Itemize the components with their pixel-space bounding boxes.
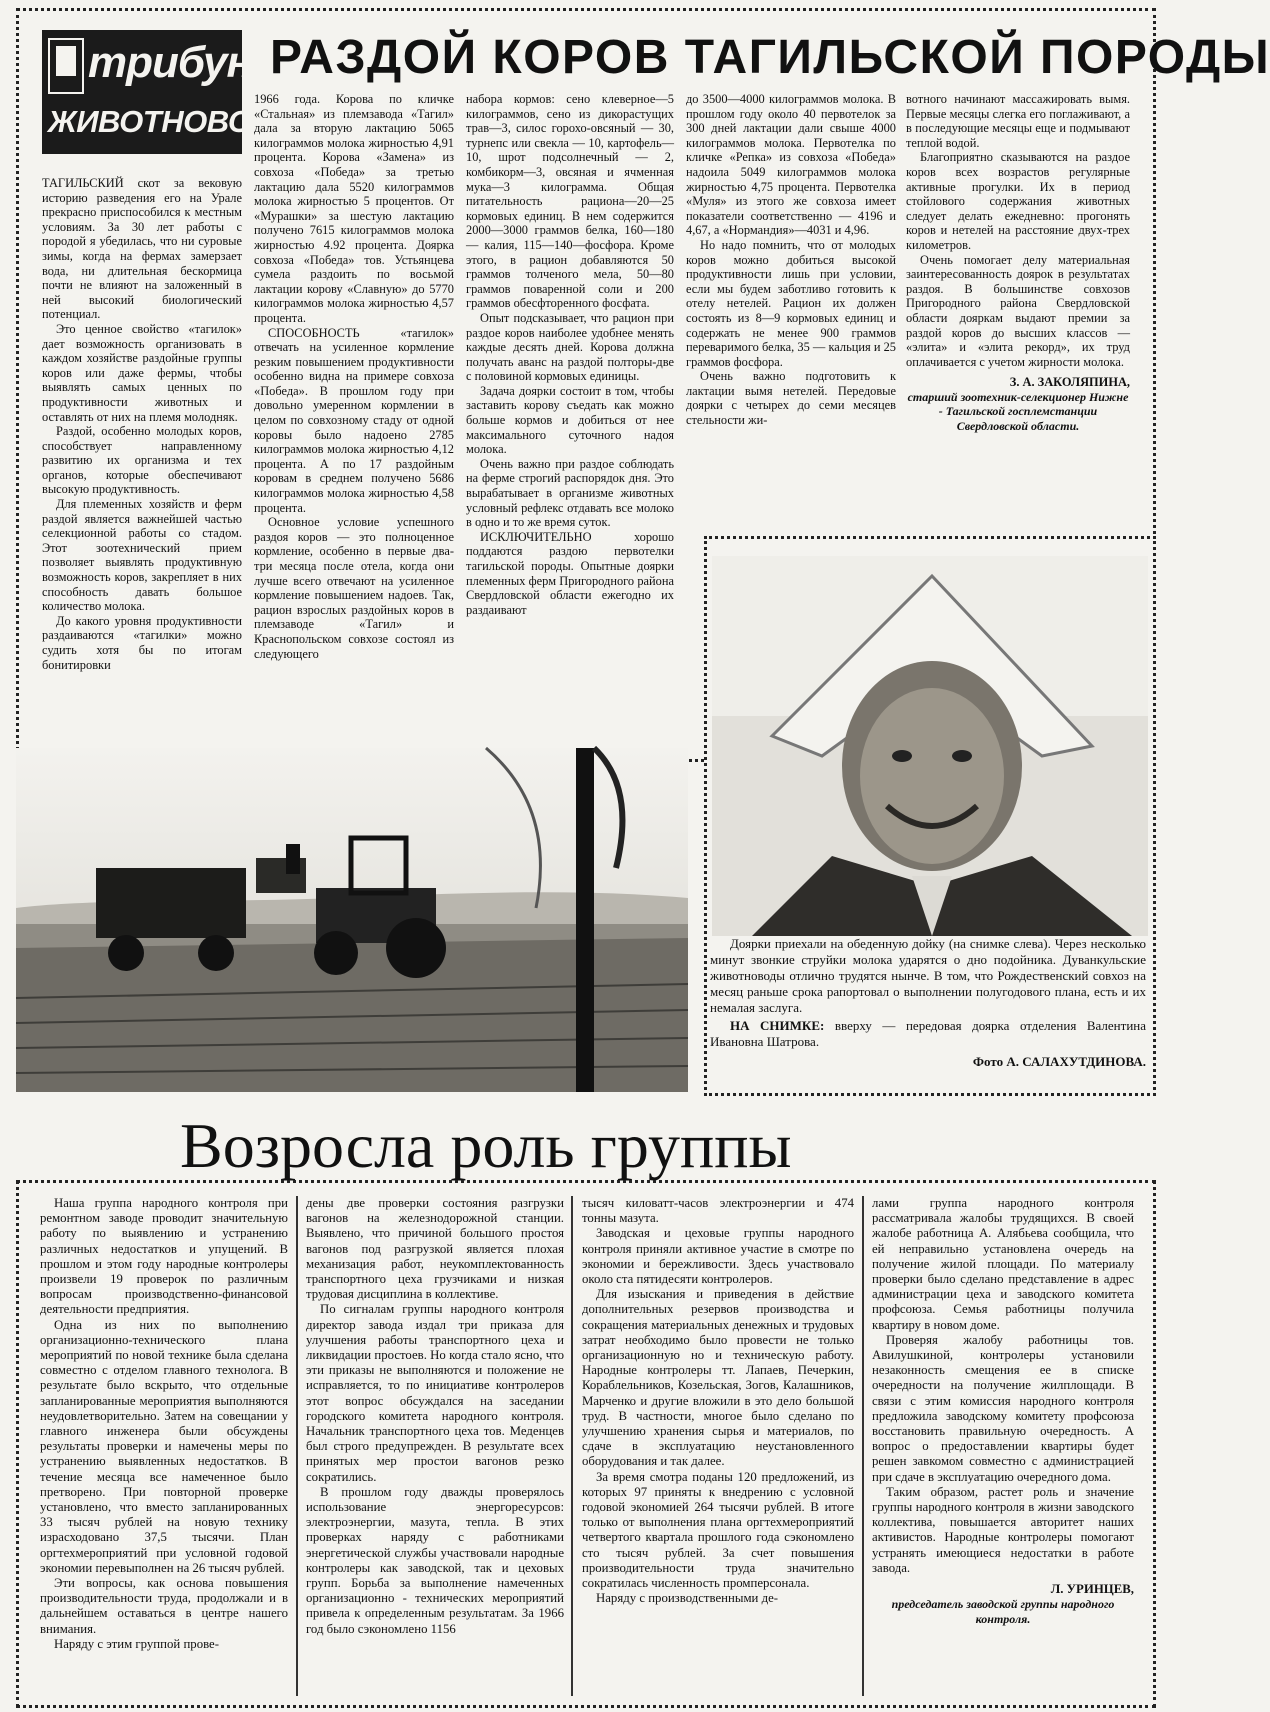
article-1-column-4 [686,92,896,532]
article-2-column-4 [872,1196,1134,1696]
paragraph: дены две проверки состояния разгрузки вагонов на железнодорожной станции. Выявлено, что причиной большого простоя вагонов под разгрузкой является плохая механизация работ, неукомплектованность транспортного цеха грузчиками и низкая трудовая дисциплина в коллективе. [306,1196,564,1302]
column-rule-3 [862,1196,864,1696]
farm-emblem-icon [48,38,84,94]
article-1-column-1 [42,176,242,742]
tribune-logo [42,30,295,154]
paragraph: тысяч киловатт-часов электроэнергии и 474 тонны мазута. [582,1196,854,1226]
column-rule-1 [296,1196,298,1696]
paragraph: ИСКЛЮЧИТЕЛЬНО хорошо поддаются раздою первотелки тагильской породы. Опытные доярки племенных ферм Пригородного района Свердловской области ежегодно их раздаивают [466,529,674,617]
paragraph: Опыт подсказывает, что рацион при раздое коров наиболее удобнее менять каждые десять дней. Корова должна получать аванс на раздой полторы-две с половиной кормовых единицы. [466,310,674,384]
article-1-title: РАЗДОЙ КОРОВ ТАГИЛЬСКОЙ ПОРОДЫ [270,31,1270,84]
paragraph: Очень помогает делу материальная заинтересованность доярок в результатах раздоя. В большинстве совхозов Пригородного района Свердловской области дояркам выдают премии за раздой коров до высших классов — «элита» и «элита рекорд», их труд оплачивается с учетом жирности молока. [906,252,1130,369]
article-1-column-2 [254,92,454,742]
caption-text: Доярки приехали на обеденную дойку (на снимке слева). Через несколько минут звонкие струйки молока ударятся о дно подойника. Дуванкульские животноводы отлично трудятся нынче. В том, что Рождественский совхоз на месяц раньше срока рапортовал о выполнении полугодового плана, есть и их немалая заслуга. [710,936,1146,1015]
paragraph: В прошлом году дважды проверялось использование энергоресурсов: электроэнергии, мазута, тепла. В этих проверках наряду с работниками энергетической службы участвовали народные контролеры как заводской, так и цеховых групп. Борьба за выполнение намеченных организационно - технических мероприятий привела к определенным результатам. За 1966 год было сэкономлено 1156 [306,1484,564,1636]
article-2-column-1 [40,1196,288,1696]
paragraph: Очень важно при раздое соблюдать на ферме строгий распорядок дня. Это вырабатывает в организме животных условный рефлекс отдавать все молоко в одно и то же время суток. [466,456,674,530]
paragraph: По сигналам группы народного контроля директор завода издал три приказа для улучшения работы транспортного цеха и ликвидации простоев. Но когда стало ясно, что эти приказы не выполняются и положение не исправляется, то по инициативе контролеров этот вопрос обсуждался на заседании городского комитета народного контроля. Начальник транспортного цеха тов. Меденцев был строго предупрежден. В результате всех принятых мер простои вагонов резко сократились. [306,1302,564,1484]
logo-line-2: ЖИВОТНОВОДА [48,104,295,139]
paragraph: Таким образом, растет роль и значение группы народного контроля в жизни заводского коллектива, повышается авторитет наших активистов. Народные контролеры помогают устранять имеющиеся недостатки в работе завода. [872,1484,1134,1575]
paragraph: Для изыскания и приведения в действие дополнительных резервов производства и сокращения материальных денежных и трудовых затрат необходимо было провести не только организационную но и техническую работу. Народные контролеры тт. Лапаев, Печеркин, Кораблельников, Козельская, Зогов, Калашников, Марченко и другие вложили в это дело большой труд. В частности, многое было сделано по улучшению хранения сырья и материалов, по сдаче в эксплуатацию неустановленного оборудования и так далее. [582,1287,854,1469]
portrait-image [712,556,1148,936]
paragraph: Это ценное свойство «тагилок» дает возможность организовать в каждом хозяйстве раздойные группы коров или даже фермы, чтобы выявлять самых ценных по продуктивности животных и оставлять от них на племя молодняк. [42,321,242,424]
paragraph: Заводская и цеховые группы народного контроля приняли активное участие в смотре по экономии и бережливости. Здесь участвовало около ста пятидесяти контролеров. [582,1226,854,1287]
paragraph: Благоприятно сказываются на раздое коров всех возрастов регулярные активные прогулки. Их в период стойлового содержания животных следует делать ежедневно: прогонять коров и нетелей на расстояние двух-трех километров. [906,150,1130,252]
photo-credit: Фото А. САЛАХУТДИНОВА. [972,1054,1146,1069]
photo-caption [710,936,1146,1070]
author-title: председатель заводской группы народного контроля. [891,1597,1115,1627]
paragraph: Для племенных хозяйств и ферм раздой является важнейшей частью селекционной работы со стадом. Этот зоотехнический прием позволяет выявлять продуктивную возможность коров, закрепляет в них способность давать большое количество молока. [42,497,242,614]
paragraph: ТАГИЛЬСКИЙ скот за вековую историю разведения его на Урале прекрасно приспособился к местным условиям. За 30 лет работы с породой я убедилась, что ни суровые зимы, когда на фермах замерзает вода, ни длительная бескормица почти не влияют на заложенный в ней высокий биологический потенциал. [42,176,242,322]
paragraph: Задача доярки состоит в том, чтобы заставить корову съедать как можно больше кормов и добиться от нее максимального суточного надоя молока. [466,383,674,457]
paragraph: Одна из них по выполнению организационно-технического плана мероприятий по новой технике была сделана совместно с отделом главного технолога. В результате было вскрыто, что отдельные запланированные мероприятия выполняются неудовлетворительно. Затем на совещании у главного инженера были обсуждены результаты проверки и намечены меры по устранению выявленных недостатков. В течение месяца все намеченное было претворено. При повторной проверке установлено, что вместо запланированных 33 тысяч рублей на новую технику израсходовано 37,5 тысячи. План оргтехмероприятий при условной годовой экономии перевыполнен на 26 тысяч рублей. [40,1317,288,1575]
article-1-column-3 [466,92,674,742]
caption-on-photo-label: НА СНИМКЕ: [730,1018,825,1033]
paragraph: Но надо помнить, что от молодых коров можно добиться высокой продуктивности лишь при условии, если мы будем заботливо готовить к отелу нетелей. Рацион их должен состоять из 8—9 кормовых единиц и содержать не менее 900 граммов переваримого белка, 35 — кальция и 25 граммов фосфора. [686,237,896,369]
tractor-field-photo [16,748,688,1092]
paragraph: лами группа народного контроля рассматривала жалобы трудящихся. В своей жалобе работница А. Алябьева сообщила, что ей неправильно установлена очередь на получение жилой площади. По материалу проверки было сделано представление в адрес администрации цеха и заводского комитета профсоюза. Семья работницы получила квартиру в новом доме. [872,1196,1134,1332]
logo-line-1: трибуна [88,38,276,87]
article-2-column-2 [306,1196,564,1696]
paragraph: вотного начинают массажировать вымя. Первые месяцы слегка его поглаживают, а в последующие месяцы еще и подмывают теплой водой. [906,92,1130,150]
paragraph: Наряду с этим группой прове- [54,1636,219,1651]
author-signature: Л. УРИНЦЕВ, [1050,1582,1134,1597]
paragraph: Наша группа народного контроля при ремонтном заводе проводит значительную работу по выявлению и устранению различных недостатков и упущений. В прошлом и этом году народные контролеры произвели 19 проверок по различным вопросам производственно-финансовой деятельности предприятия. [40,1196,288,1317]
paragraph: СПОСОБНОСТЬ «тагилок» отвечать на усиленное кормление резким повышением продуктивности особенно видна на примере совхоза «Победа». В прошлом году при довольно умеренном кормлении в целом по совхозному стаду от одной коровы было надоено 2785 килограммов молока жирностью 4,12 процента. А по 17 раздойным коровам в среднем получено 5686 килограммов молока жирностью 4,58 процента. [254,325,454,515]
paragraph: Очень важно подготовить к лактации вымя нетелей. Передовые доярки с четырех до семи месяцев стельности жи- [686,369,896,428]
milkmaid-portrait-photo [712,556,1148,936]
paragraph: 1966 года. Корова по кличке «Стальная» из племзавода «Тагил» дала за вторую лактацию 5065 килограммов молока жирностью 4,91 процента. Корова «Замена» из совхоза «Победа» за третью лактацию дала 5520 килограммов молока жирностью 5 процентов. От «Мурашки» за шестую лактацию получено 7615 килограммов молока жирностью 4.92 процента. Доярка совхоза «Победа» тов. Устьянцева сумела раздоить по восьмой лактации корову «Славную» до 5770 килограммов молока жирностью 4,57 процента. [254,92,454,325]
article-2-column-3 [582,1196,854,1696]
author-signature: З. А. ЗАКОЛЯПИНА, [1009,375,1130,390]
paragraph: Раздой, особенно молодых коров, способствует направленному развитию их организма и тех органов, которые обеспечивают высокую продуктивность. [42,424,242,497]
paragraph: набора кормов: сено клеверное—5 килограммов, сено из дикорастущих трав—3, силос горохо-овсяный — 30, турнепс или свекла — 10, картофель—10, шрот подсолнечный — 2, комбикорм—3, овсяная и ячменная мука—3 килограмма. Общая питательность рациона—20—25 кормовых единиц. В нем содержится 2000—3000 граммов белка, 160—180 — калия, 115—140—фосфора. Кроме этого, в рацион добавляются 50 граммов толченого мела, 50—80 граммов поваренной соли и 200 граммов обесфторенного фосфата. [466,92,674,311]
article-2-title: Возросла роль группы [180,1110,792,1181]
author-title: старший зоотехник-селекционер Нижне - Тагильской госплемстанции Свердловской области. [907,389,1129,434]
paragraph: до 3500—4000 килограммов молока. В прошлом году около 40 первотелок за 300 дней лактации дали свыше 4000 килограммов молока. Первотелка по кличке «Репка» из совхоза «Победа» надоила 5049 килограммов молока жирностью 4,75 процента. Первотелка «Муля» из этого же совхоза имеет показатели соответственно — 4196 и 4,67, а «Нормандия»—4031 и 4,96. [686,92,896,238]
article-1-column-5 [906,92,1130,532]
paragraph: Эти вопросы, как основа повышения производительности труда, продолжали и в дальнейшем оставаться в центре нашего внимания. [40,1576,288,1636]
tractor-photo-image [16,748,688,1092]
caption-on-photo-text: вверху — передовая доярка отделения Валентина Ивановна Шатрова. [710,1018,1147,1049]
paragraph: До какого уровня продуктивности раздаиваются «тагилки» можно судить хотя бы по итогам бонитировки [42,613,242,672]
paragraph: За время смотра поданы 120 предложений, из которых 97 приняты к внедрению с условной годовой экономией 264 тысячи рублей. В итоге только от выполнения плана оргтехмероприятий четвертого квартала прошлого года сэкономлено сто тысяч рублей. За счет повышения производительности труда значительно сократилась численность промперсонала. [582,1469,854,1591]
paragraph: Наряду с производственными де- [596,1591,779,1606]
paragraph: Проверяя жалобу работницы тов. Авилушкиной, контролеры установили незаконность смещения ее в списке очередности на получение жилплощади. В связи с этим комиссия народного контроля предложила заводскому комитету профсоюза восстановить правильную очередность. А вопрос о предоставлении квартиры будет решен завкомом совместно с администрацией при сдаче в эксплуатацию очередного дома. [872,1332,1134,1484]
paragraph: Основное условие успешного раздоя коров — это полноценное кормление, особенно в первые два-три месяца после отела, когда они лучше всего отвечают на усиленное кормление повышением надоев. Так, рацион взрослых раздойных коров в племзаводе «Тагил» и Краснопольском совхозе состоял из следующего [254,515,454,661]
column-rule-2 [571,1196,573,1696]
